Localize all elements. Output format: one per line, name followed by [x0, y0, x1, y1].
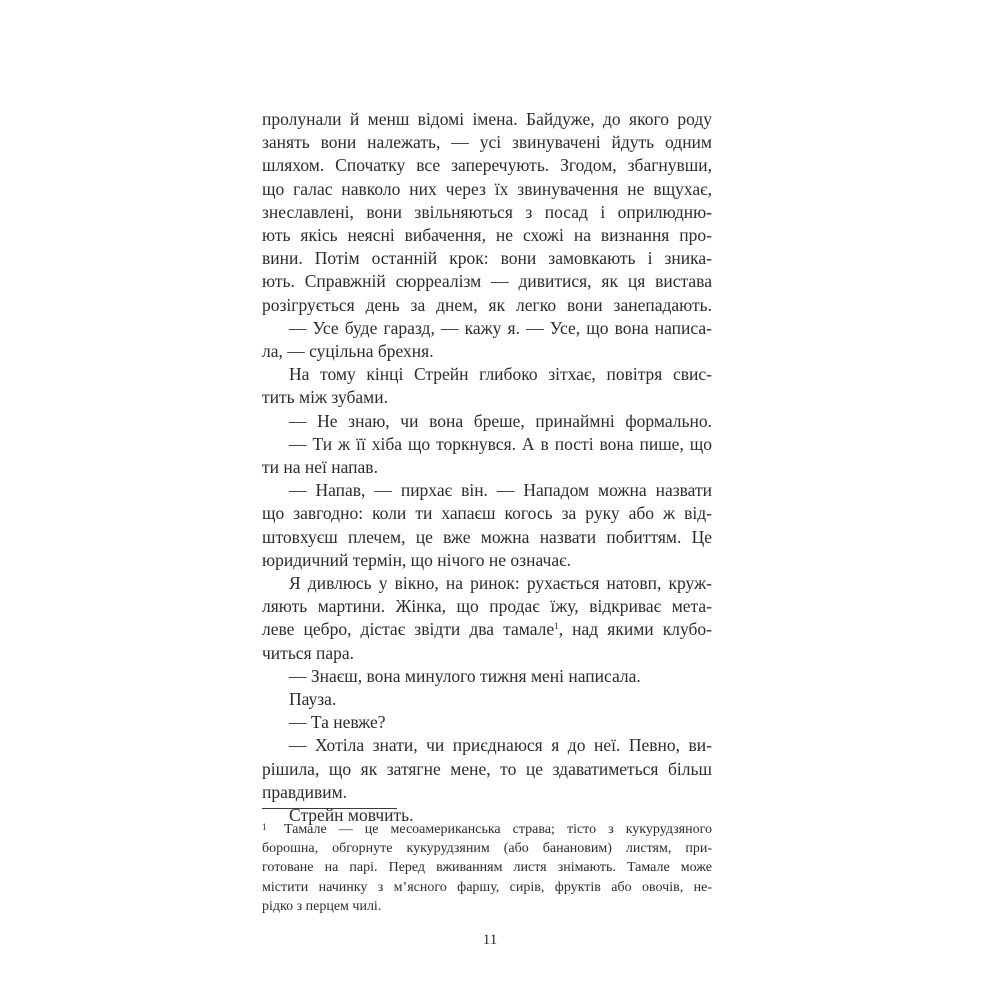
- text-line: занять вони належать, — усі звинувачені йдуть одним: [262, 132, 712, 153]
- text-line: розігрується день за днем, як легко вони занепадають.: [262, 294, 712, 315]
- text-line: знеславлені, вони звільняються з посад і оприлюдню-: [262, 201, 712, 222]
- body-text: [262, 108, 712, 827]
- footnote-line: готоване на парі. Перед вживанням листя знімають. Тамале може: [262, 860, 712, 876]
- text-line: вини. Потім останній крок: вони замовкають і зника-: [262, 248, 712, 269]
- book-page-body: [262, 108, 712, 827]
- text-line: правдивим.: [262, 781, 348, 802]
- text-line: читься пара.: [262, 642, 355, 663]
- text-line: — Напав, — пирхає він. — Нападом можна назвати: [289, 480, 712, 501]
- text-line: ють якісь неясні вибачення, не схожі на визнання про-: [262, 225, 712, 246]
- text-line: — Не знаю, чи вона бреше, принаймні формально.: [289, 410, 712, 431]
- text-line: Я дивлюсь у вікно, на ринок: рухається натовп, круж-: [289, 573, 712, 594]
- text-line: — Хотіла знати, чи приєднаюся я до неї. Певно, ви-: [289, 735, 712, 756]
- footnote-block: [262, 820, 712, 916]
- footnote-line: борошна, обгорнуте кукурудзяним (або банановим) листям, при-: [262, 841, 712, 857]
- text-line: шляхом. Спочатку все заперечують. Згодом, збагнувши,: [262, 155, 712, 176]
- text-line: що галас навколо них через їх звинувачення не вщухає,: [262, 178, 712, 199]
- text-line: — Знаєш, вона минулого тижня мені написала.: [289, 665, 641, 686]
- text-line: рішила, що як затягне мене, то це здаватиметься більш: [262, 758, 712, 779]
- text-line: ляють мартини. Жінка, що продає їжу, відкриває мета-: [262, 596, 712, 617]
- text-line: юридичний термін, що нічого не означає.: [262, 549, 571, 570]
- footnote-line: рідко з перцем чилі.: [262, 898, 382, 914]
- text-line: ють. Справжній сюрреалізм — дивитися, як ця вистава: [262, 271, 712, 292]
- text-line: — Та невже?: [289, 712, 386, 733]
- text-line: пролунали й менш відомі імена. Байдуже, до якого роду: [262, 109, 712, 129]
- text-line: — Усе буде гаразд, — кажу я. — Усе, що вона написа-: [289, 317, 712, 338]
- text-line: штовхуєш плечем, це вже можна назвати побиттям. Це: [262, 526, 712, 547]
- text-line: ти на неї напав.: [262, 457, 378, 478]
- page-number: 11: [482, 932, 498, 948]
- text-line: що завгодно: коли ти хапаєш когось за руку або ж від-: [262, 503, 712, 524]
- footnote-line: [262, 820, 712, 839]
- footnote-marker: 1: [262, 822, 267, 832]
- text-line: Стрейн мовчить.: [289, 805, 414, 826]
- text-line: На тому кінці Стрейн глибоко зітхає, повітря свис-: [289, 364, 712, 385]
- footnote-divider: [262, 808, 397, 809]
- footnote-reference: 1: [554, 621, 559, 632]
- text-line: тить між зубами.: [262, 387, 388, 408]
- footnote-text: Тамале — це месоамериканська страва; тісто з кукурудзяного: [284, 822, 712, 837]
- text-line: — Ти ж її хіба що торкнувся. А в пості вона пише, що: [289, 433, 712, 454]
- text-line: леве цебро, дістає звідти два тамале$^1$, над якими клубо-: [262, 619, 712, 640]
- text-line: Пауза.: [289, 689, 337, 710]
- text-line: ла, — суцільна брехня.: [262, 341, 434, 362]
- footnote-line: містити начинку з м’ясного фаршу, сирів, фруктів або овочів, не-: [262, 879, 712, 895]
